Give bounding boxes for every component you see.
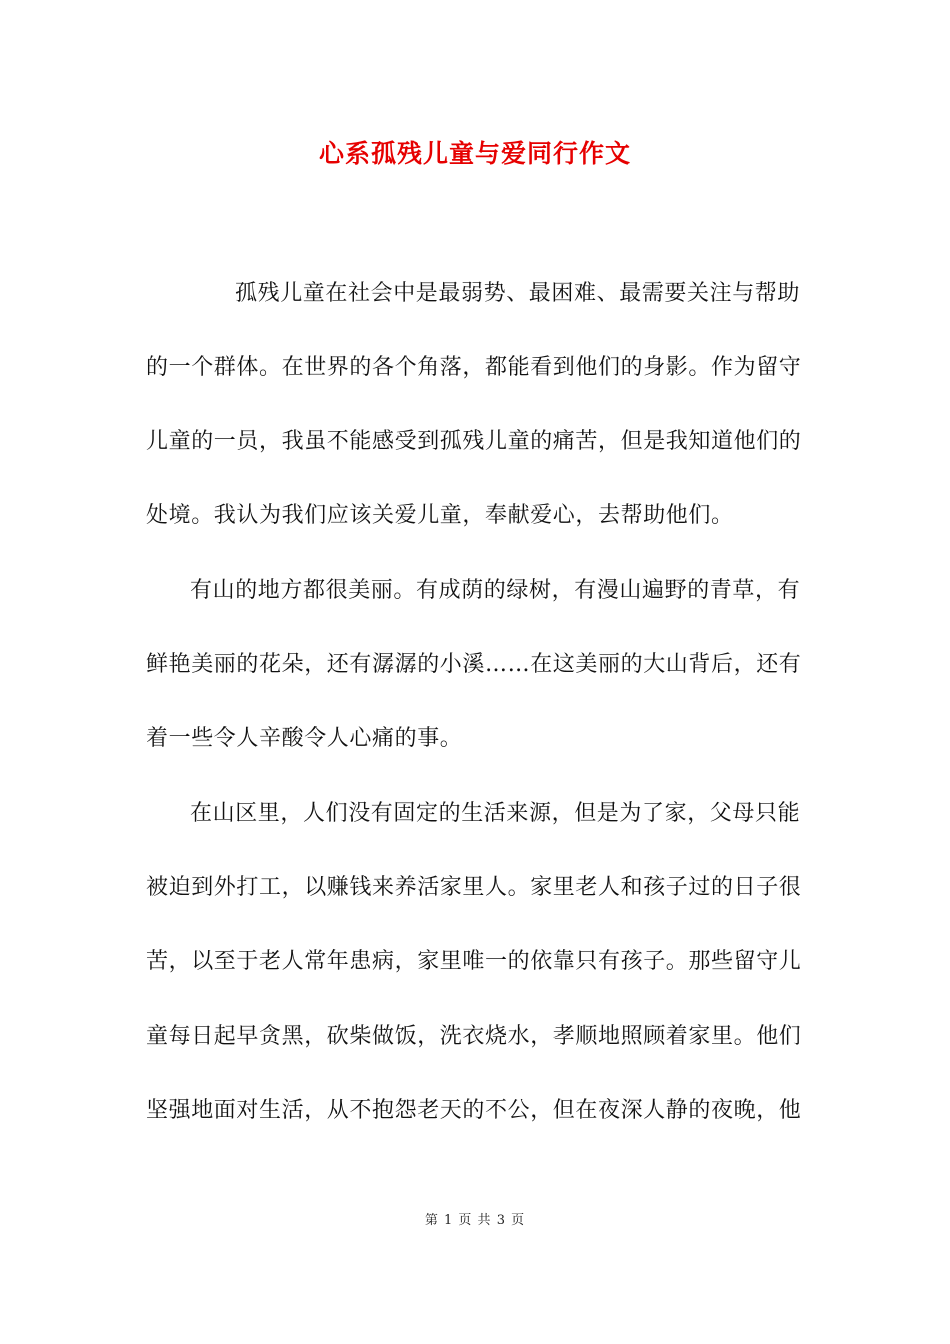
body-line-5: 有山的地方都很美丽。有成荫的绿树，有漫山遍野的青草，有 [190,578,801,603]
body-line-11: 童每日起早贪黑，砍柴做饭，洗衣烧水，孝顺地照顾着家里。他们 [146,1024,802,1049]
body-line-8: 在山区里，人们没有固定的生活来源，但是为了家，父母只能 [190,801,801,826]
page-number-footer: 第 1 页 共 3 页 [424,1213,526,1228]
body-line-9: 被迫到外打工，以赚钱来养活家里人。家里老人和孩子过的日子很 [146,875,802,900]
body-line-3: 儿童的一员，我虽不能感受到孤残儿童的痛苦，但是我知道他们的 [146,429,802,454]
body-line-4: 处境。我认为我们应该关爱儿童，奉献爱心，去帮助他们。 [146,503,734,528]
body-line-1: 孤残儿童在社会中是最弱势、最困难、最需要关注与帮助 [235,281,801,306]
body-line-12: 坚强地面对生活，从不抱怨老天的不公，但在夜深人静的夜晚，他 [146,1098,802,1123]
body-line-7: 着一些令人辛酸令人心痛的事。 [146,726,463,751]
body-line-10: 苦，以至于老人常年患病，家里唯一的依靠只有孩子。那些留守儿 [146,949,802,974]
document-title: 心系孤残儿童与爱同行作文 [318,139,631,168]
body-line-6: 鲜艳美丽的花朵，还有潺潺的小溪……在这美丽的大山背后，还有 [146,652,802,677]
body-line-2: 的一个群体。在世界的各个角落，都能看到他们的身影。作为留守 [146,355,802,380]
